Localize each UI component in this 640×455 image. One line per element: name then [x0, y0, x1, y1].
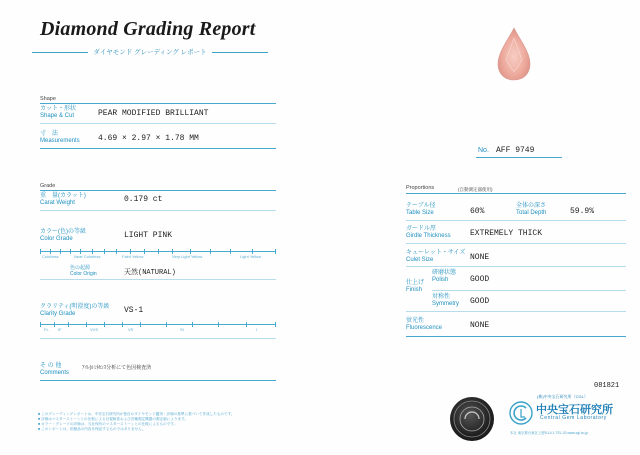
color-origin-rule	[40, 279, 276, 280]
shape-heading: Shape	[40, 96, 56, 102]
report-no-value: AFF 9749	[496, 146, 535, 155]
color-scale-label: Very Light Yellow	[172, 254, 203, 259]
clarity-rule	[40, 338, 276, 339]
report-subtitle-row	[32, 47, 268, 57]
measurements-label: 寸 法 Measurements	[40, 131, 80, 144]
cgl-logo-icon	[508, 400, 534, 426]
comments-rule	[40, 380, 276, 381]
pear-diamond-icon	[496, 26, 532, 82]
clarity-grade-value: VS-1	[124, 306, 144, 315]
measurements-rule	[40, 148, 276, 149]
color-grade-value: LIGHT PINK	[124, 231, 173, 240]
grade-top-rule	[40, 190, 276, 191]
clarity-scale-label: FL	[44, 327, 49, 332]
carat-value: 0.179 ct	[124, 195, 163, 204]
color-scale-label: Light Yellow	[240, 254, 262, 259]
brand-top-line: (株)中央宝石研究所（CGL）	[537, 394, 588, 399]
embossed-seal-icon	[450, 397, 494, 441]
polish-value: GOOD	[470, 275, 490, 284]
color-grade-label: カラー(色)の等級 Color Grade	[40, 229, 86, 242]
grade-heading: Grade	[40, 183, 56, 189]
carat-rule	[40, 210, 276, 211]
brand-name-en: Central Gem Laboratory	[540, 415, 607, 421]
measurements-value: 4.69 × 2.97 × 1.78 MM	[98, 134, 199, 143]
fluorescence-rule	[406, 336, 626, 337]
clarity-scale-label: VS	[128, 327, 134, 332]
color-origin-value: 天然(NATURAL)	[124, 269, 176, 277]
footnote-line: ■ カラー・グレードの評価は、当社保有のマスターストーンとの比較によるものです。	[38, 422, 178, 426]
proportions-heading: Proportions	[406, 185, 435, 191]
girdle-value: EXTREMELY THICK	[470, 229, 543, 238]
footnote-line: ■ このグレーディングレポートは、中央宝石研究所が独自のダイヤモンド鑑別・評価の基準に基づいて作成したものです。	[38, 412, 235, 416]
carat-label: 重 量(カラット) Carat Weight	[40, 193, 86, 206]
subtitle-rule-left	[32, 52, 88, 53]
clarity-scale	[40, 322, 276, 334]
subtitle-rule-right	[212, 52, 268, 53]
brand-address: 本社 東京都台東区上野5-14-1 TEL.03 www.cgl.co.jp	[510, 431, 589, 435]
report-title: Diamond Grading Report	[40, 18, 256, 40]
culet-rule	[406, 266, 626, 267]
color-origin-label: 色の起源 Color Origin	[70, 265, 97, 277]
total-depth-value: 59.9%	[570, 207, 595, 216]
shape-top-rule	[40, 103, 276, 104]
girdle-rule	[406, 243, 626, 244]
clarity-grade-label: クラリティ(明澄度)の等級 Clarity Grade	[40, 304, 110, 317]
color-scale-label: Faint Yellow	[122, 254, 144, 259]
report-no-prefix: No.	[478, 147, 489, 154]
total-depth-label: 全体の深さ Total Depth	[516, 203, 547, 216]
clarity-scale-label: I	[256, 327, 258, 332]
symmetry-rule	[406, 311, 626, 312]
footnote-line: ■ 評価はマスターストーンとの比較による目視検査および各種測定機器の測定値によります。	[38, 417, 188, 421]
clarity-scale-label: IF	[58, 327, 62, 332]
symmetry-value: GOOD	[470, 297, 490, 306]
comments-value: ｱｲﾚ(ﾙﾐﾈｾﾝｽ分析にて色因検査済	[82, 365, 152, 371]
proportions-top-rule	[406, 193, 626, 194]
culet-value: NONE	[470, 253, 490, 262]
shape-cut-label: カット・形状 Shape & Cut	[40, 106, 76, 119]
report-subtitle: ダイヤモンド グレーディング レポート	[93, 49, 207, 56]
brand-name-jp: 中央宝石研究所	[536, 404, 613, 416]
symmetry-label: 対称性 Symmetry	[432, 294, 459, 307]
color-scale-label: Near Colorless	[74, 254, 101, 259]
fluorescence-value: NONE	[470, 321, 490, 330]
shape-cut-value: PEAR MODIFIED BRILLIANT	[98, 109, 209, 118]
clarity-scale-label: SI	[180, 327, 184, 332]
fluorescence-label: 蛍光性 Fluorescence	[406, 318, 443, 331]
serial-number: 081821	[594, 382, 620, 390]
polish-rule	[432, 290, 626, 291]
report-no-rule	[476, 157, 562, 158]
shape-cut-rule	[40, 123, 276, 124]
comments-label: そ の 他 Comments	[40, 363, 70, 376]
color-scale	[40, 249, 276, 261]
clarity-scale-label: VVS	[90, 327, 99, 332]
girdle-label: ガードル厚 Girdle Thickness	[406, 226, 451, 239]
footnote-line: ■ このレポートは、依頼品の内容を保証するものではありません。	[38, 427, 146, 431]
finish-label: 仕上げ Finish	[406, 280, 425, 293]
color-scale-label: Colorless	[42, 254, 59, 259]
culet-label: キューレット・サイズ Culet Size	[406, 250, 466, 263]
seal-emblem-icon	[450, 397, 494, 441]
table-rule	[406, 220, 626, 221]
table-size-label: テーブル径 Table Size	[406, 203, 436, 216]
table-size-value: 60%	[470, 207, 485, 216]
footnotes	[38, 412, 438, 432]
polish-label: 研磨状態 Polish	[432, 270, 457, 283]
proportions-note: (自動測定器使用)	[458, 187, 493, 192]
